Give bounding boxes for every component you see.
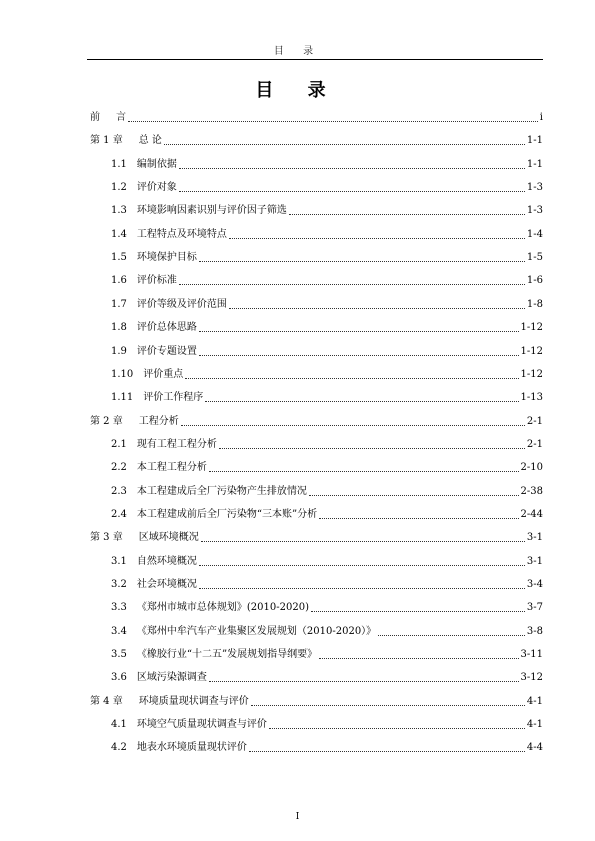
toc-entry-chapter-3[interactable]	[90, 530, 543, 544]
toc-number: 前	[90, 112, 100, 123]
toc-label: 评价总体思路	[136, 322, 197, 334]
toc-number: 1.9	[111, 345, 127, 357]
toc-page: 3-8	[526, 625, 543, 637]
toc-number: 4.1	[111, 719, 127, 731]
toc-entry-1-4[interactable]	[111, 227, 543, 241]
toc-number: 1.4	[111, 228, 127, 240]
toc-entry-3-5[interactable]	[111, 647, 543, 661]
toc-label: 本工程建成后全厂污染物产生排放情况	[136, 485, 307, 497]
toc-page: 1-13	[520, 392, 543, 404]
toc-leader	[269, 728, 525, 729]
toc-label: 工程特点及环境特点	[136, 228, 227, 240]
toc-number: 1.8	[111, 322, 127, 334]
toc-page: 2-10	[520, 462, 543, 474]
toc-leader	[164, 144, 525, 145]
toc-number: 第 3 章	[90, 532, 123, 544]
toc-entry-4-2[interactable]	[111, 740, 543, 754]
toc-label: 本工程建成前后全厂污染物“三本账”分析	[136, 508, 318, 520]
toc-label: 评价工作程序	[143, 392, 204, 404]
toc-number: 3.4	[111, 625, 127, 637]
toc-page: 3-11	[520, 649, 543, 661]
toc-page: 1-12	[520, 345, 543, 357]
toc-page: 2-44	[520, 508, 543, 520]
toc-entry-3-4[interactable]	[111, 624, 543, 638]
toc-label: 评价标准	[136, 275, 177, 287]
toc-page: 1-1	[526, 158, 543, 170]
toc-entry-1-1[interactable]	[111, 157, 543, 171]
toc-leader	[229, 238, 525, 239]
toc-entry-1-3[interactable]	[111, 203, 543, 217]
toc-number: 1.7	[111, 298, 127, 310]
toc-leader	[219, 448, 525, 449]
toc-label: 地表水环境质量现状评价	[136, 742, 247, 754]
toc-number: 3.1	[111, 555, 127, 567]
toc-leader	[179, 191, 525, 192]
toc-leader	[181, 425, 525, 426]
toc-label: 《郑州市城市总体规划》(2010-2020)	[136, 602, 309, 614]
toc-leader	[289, 214, 525, 215]
toc-leader	[185, 378, 518, 379]
toc-label: 自然环境概况	[136, 555, 197, 567]
toc-page: 1-3	[526, 205, 543, 217]
toc-entry-3-6[interactable]	[111, 670, 543, 684]
toc-label: 总 论	[138, 135, 162, 147]
toc-leader	[209, 681, 519, 682]
toc-page: 3-1	[526, 532, 543, 544]
toc-leader	[251, 705, 525, 706]
toc-number: 4.2	[111, 742, 127, 754]
toc-leader	[309, 495, 519, 496]
toc-label: 区域环境概况	[138, 532, 199, 544]
toc-number: 2.1	[111, 438, 127, 450]
toc-page: 1-12	[520, 368, 543, 380]
toc-leader	[199, 588, 525, 589]
toc-leader	[199, 331, 519, 332]
toc-entry-1-5[interactable]	[111, 250, 543, 264]
toc-label: 评价重点	[143, 368, 184, 380]
toc-entry-1-11[interactable]	[111, 390, 543, 404]
toc-label: 现有工程工程分析	[136, 438, 217, 450]
toc-label: 评价专题设置	[136, 345, 197, 357]
toc-entry-1-8[interactable]	[111, 320, 543, 334]
toc-page: i	[539, 112, 543, 123]
toc-label: 社会环境概况	[136, 579, 197, 590]
toc-page: 1-6	[526, 275, 543, 287]
toc-leader	[311, 611, 525, 612]
toc-entry-chapter-4[interactable]	[90, 694, 543, 708]
toc-label: 环境影响因素识别与评价因子筛选	[136, 205, 287, 217]
toc-page: 1-4	[526, 228, 543, 240]
toc-label: 本工程工程分析	[136, 462, 207, 474]
toc-entry-chapter-2[interactable]	[90, 414, 543, 428]
toc-leader	[128, 121, 538, 122]
toc-label: 环境保护目标	[136, 252, 197, 264]
toc-leader	[199, 565, 525, 566]
toc-entry-4-1[interactable]	[111, 717, 543, 731]
toc-leader	[199, 355, 519, 356]
toc-number: 第 1 章	[90, 135, 123, 147]
toc-leader	[249, 751, 525, 752]
header-rule	[87, 59, 543, 60]
toc-leader	[201, 541, 525, 542]
running-header: 目 录	[273, 46, 322, 57]
toc-number: 1.5	[111, 252, 127, 264]
toc-number: 1.3	[111, 205, 127, 217]
toc-number: 3.3	[111, 602, 127, 614]
toc-leader	[179, 168, 525, 169]
toc-leader	[378, 635, 525, 636]
toc-page: 3-1	[526, 555, 543, 567]
toc-entry-1-6[interactable]	[111, 273, 543, 287]
toc-page: 3-7	[526, 602, 543, 614]
toc-label: 工程分析	[138, 415, 179, 427]
toc-page: 1-1	[526, 135, 543, 147]
toc-page: 2-1	[526, 438, 543, 450]
toc-number: 1.6	[111, 275, 127, 287]
toc-leader	[319, 658, 518, 659]
toc-label: 编制依据	[136, 158, 177, 170]
toc-page: 4-1	[526, 695, 543, 707]
toc-number: 3.5	[111, 649, 127, 661]
toc-page: 4-1	[526, 719, 543, 731]
toc-entry-2-2[interactable]	[111, 460, 543, 474]
toc-entry-1-7[interactable]	[111, 297, 543, 311]
toc-page: 2-1	[526, 415, 543, 427]
toc-label: 区域污染源调查	[136, 672, 207, 684]
toc-entry-2-1[interactable]	[111, 437, 543, 451]
page-number: I	[295, 812, 300, 822]
toc-leader	[229, 308, 525, 309]
toc-entry-3-3[interactable]	[111, 600, 543, 614]
toc-label: 《橡胶行业“十二五”发展规划指导纲要》	[136, 649, 318, 661]
toc-number: 3.6	[111, 672, 127, 684]
page-title: 目 录	[255, 80, 340, 101]
toc-number: 2.3	[111, 485, 127, 497]
toc-label: 环境质量现状调查与评价	[138, 695, 249, 707]
toc-entry-2-4[interactable]	[111, 507, 543, 521]
toc-leader	[205, 401, 518, 402]
toc-entry-1-10[interactable]	[111, 367, 543, 381]
toc-page: 1-8	[526, 298, 543, 310]
toc-leader	[179, 284, 525, 285]
toc-leader	[209, 471, 519, 472]
toc-entry-3-1[interactable]	[111, 554, 543, 568]
toc-label: 评价对象	[136, 182, 177, 194]
toc-page: 3-12	[520, 672, 543, 684]
toc-number: 第 4 章	[90, 695, 123, 707]
toc-page: 4-4	[526, 742, 543, 754]
toc-leader	[319, 518, 518, 519]
toc-number: 2.4	[111, 508, 127, 520]
toc-page: 3-4	[526, 579, 543, 590]
toc-number: 1.11	[111, 392, 134, 404]
toc-number: 1.1	[111, 158, 127, 170]
toc-page: 1-12	[520, 322, 543, 334]
toc-number: 1.10	[111, 368, 134, 380]
toc-label: 环境空气质量现状调查与评价	[136, 719, 267, 731]
toc-entry-preface[interactable]	[90, 110, 543, 124]
toc-label: 言	[116, 112, 126, 123]
toc-label: 评价等级及评价范围	[136, 298, 227, 310]
toc-page: 1-3	[526, 182, 543, 194]
toc-entry-2-3[interactable]	[111, 484, 543, 498]
toc-label: 《郑州中牟汽车产业集聚区发展规划（2010-2020）》	[136, 625, 377, 637]
toc-entry-chapter-1[interactable]	[90, 133, 543, 147]
toc-entry-1-2[interactable]	[111, 180, 543, 194]
toc-entry-3-2[interactable]	[111, 577, 543, 591]
toc-number: 1.2	[111, 182, 127, 194]
toc-number: 第 2 章	[90, 415, 123, 427]
toc-number: 3.2	[111, 579, 127, 590]
toc-page: 1-5	[526, 252, 543, 264]
toc-page: 2-38	[520, 485, 543, 497]
toc-leader	[199, 261, 525, 262]
toc-entry-1-9[interactable]	[111, 344, 543, 358]
toc-number: 2.2	[111, 462, 127, 474]
